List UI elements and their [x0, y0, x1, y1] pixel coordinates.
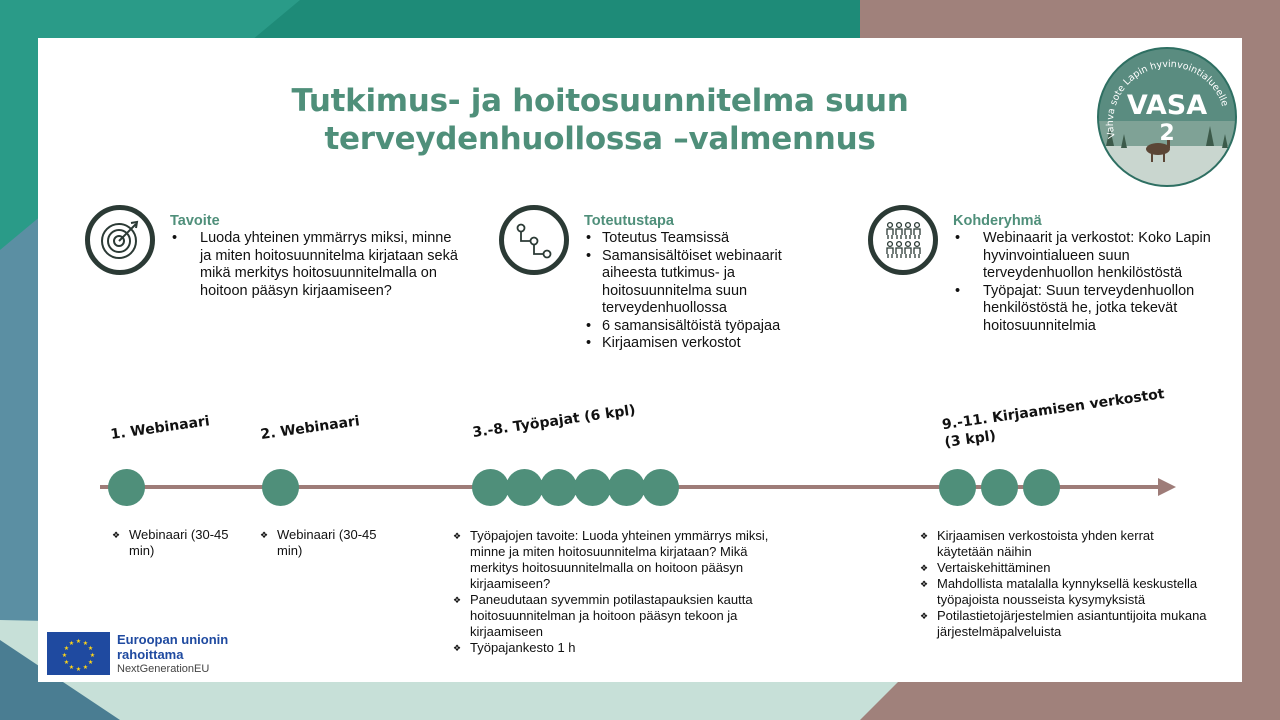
timeline-label-networks-line-2: (3 kpl): [943, 427, 997, 452]
workflow-icon: [499, 205, 569, 275]
timeline-label-networks-line-1: 9.-11. Kirjaamisen verkostot: [941, 386, 1166, 434]
logo-arc-text: Vahva sote Lapin hyvinvointialueelle: [1104, 58, 1231, 140]
svg-text:★: ★: [63, 645, 70, 652]
timeline-event-4: [506, 469, 543, 506]
implementation-item: • 6 samansisältöistä työpajaa: [584, 318, 820, 336]
implementation-heading: Toteutustapa: [584, 213, 674, 229]
workshop-notes: [453, 528, 783, 656]
timeline-event-11: [1023, 469, 1060, 506]
note-item: ❖ Webinaari (30-45 min): [260, 527, 380, 559]
webinar-1-notes: [112, 527, 232, 559]
note-item: ❖ Mahdollista matalalla kynnyksellä keskustella työpajoista nousseista kysymyksistä: [920, 576, 1210, 608]
goal-item: • Luoda yhteinen ymmärrys miksi, minne ja miten hoitosuunnitelma kirjataan sekä mikä merkitys hoitosuunnitelmalla on hoitoon pääsyn kirjaamiseen?: [170, 230, 462, 300]
timeline-event-1: [108, 469, 145, 506]
note-item: ❖ Potilastietojärjestelmien asiantuntijoita mukana järjestelmäpalveluista: [920, 608, 1210, 640]
logo-number: 2: [1159, 121, 1175, 146]
webinar-2-notes: [260, 527, 380, 559]
svg-text:★: ★: [82, 664, 89, 672]
eu-funding-text: [117, 632, 228, 662]
goal-section: [170, 212, 462, 300]
implementation-section: [584, 212, 820, 353]
timeline-event-7: [608, 469, 645, 506]
next-generation-eu-text: NextGenerationEU: [117, 663, 210, 675]
svg-text:★: ★: [82, 639, 89, 647]
implementation-item: • Toteutus Teamsissä: [584, 230, 820, 248]
page-title: [0, 82, 1200, 158]
timeline-event-10: [981, 469, 1018, 506]
timeline-event-9: [939, 469, 976, 506]
eu-funding-line-2: rahoittama: [117, 647, 184, 662]
timeline-event-8: [642, 469, 679, 506]
svg-text:★: ★: [68, 664, 75, 672]
timeline-event-6: [574, 469, 611, 506]
svg-text:★: ★: [89, 652, 96, 659]
svg-text:★: ★: [63, 659, 70, 666]
eu-flag-icon: [47, 632, 110, 675]
target-icon: [85, 205, 155, 275]
note-item: ❖ Webinaari (30-45 min): [112, 527, 232, 559]
title-line-1: Tutkimus- ja hoitosuunnitelma suun: [291, 83, 909, 119]
note-item: ❖ Työpajojen tavoite: Luoda yhteinen ymmärrys miksi, minne ja miten hoitosuunnitelma kirjataan? Mikä merkitys hoitosuunnitelmalla on hoitoon pääsyn kirjaamiseen?: [453, 528, 783, 592]
target-group-item: • Työpajat: Suun terveydenhuollon henkilöstöstä he, jotka tekevät hoitosuunnitelmia: [953, 283, 1233, 336]
note-item: ❖ Paneudutaan syvemmin potilastapauksien kautta hoitosuunnitelman ja hoitoon pääsyn tekoon ja kirjaamiseen: [453, 592, 783, 640]
title-line-2: terveydenhuollossa –valmennus: [324, 121, 876, 157]
note-item: ❖ Työpajankesto 1 h: [453, 640, 783, 656]
vasa-logo: [1096, 46, 1238, 188]
target-group-item: • Webinaarit ja verkostot: Koko Lapin hyvinvointialueen suun terveydenhuollon henkilöstöstä: [953, 230, 1233, 283]
timeline-event-5: [540, 469, 577, 506]
timeline-label-webinar-1: 1. Webinaari: [109, 413, 211, 444]
timeline-label-webinar-2: 2. Webinaari: [259, 413, 361, 444]
logo-name: VASA: [1126, 90, 1208, 121]
implementation-item: • Samansisältöiset webinaarit aiheesta tutkimus- ja hoitosuunnitelma suun terveydenhuollossa: [584, 248, 820, 318]
target-group-section: [953, 212, 1233, 335]
eu-funding-line-1: Euroopan unionin: [117, 632, 229, 647]
people-group-icon: [868, 205, 938, 275]
svg-text:★: ★: [75, 666, 82, 673]
svg-text:★: ★: [87, 659, 94, 666]
timeline-label-workshops: 3.-8. Työpajat (6 kpl): [471, 402, 637, 442]
timeline-event-3: [472, 469, 509, 506]
svg-text:★: ★: [61, 652, 68, 659]
goal-heading: Tavoite: [170, 213, 220, 229]
note-item: ❖ Vertaiskehittäminen: [920, 560, 1210, 576]
target-group-heading: Kohderyhmä: [953, 213, 1042, 229]
note-item: ❖ Kirjaamisen verkostoista yhden kerrat käytetään näihin: [920, 528, 1210, 560]
network-notes: [920, 528, 1210, 640]
implementation-item: • Kirjaamisen verkostot: [584, 335, 820, 353]
svg-text:★: ★: [87, 645, 94, 652]
svg-text:★: ★: [68, 639, 75, 647]
timeline-event-2: [262, 469, 299, 506]
svg-text:★: ★: [75, 638, 82, 645]
